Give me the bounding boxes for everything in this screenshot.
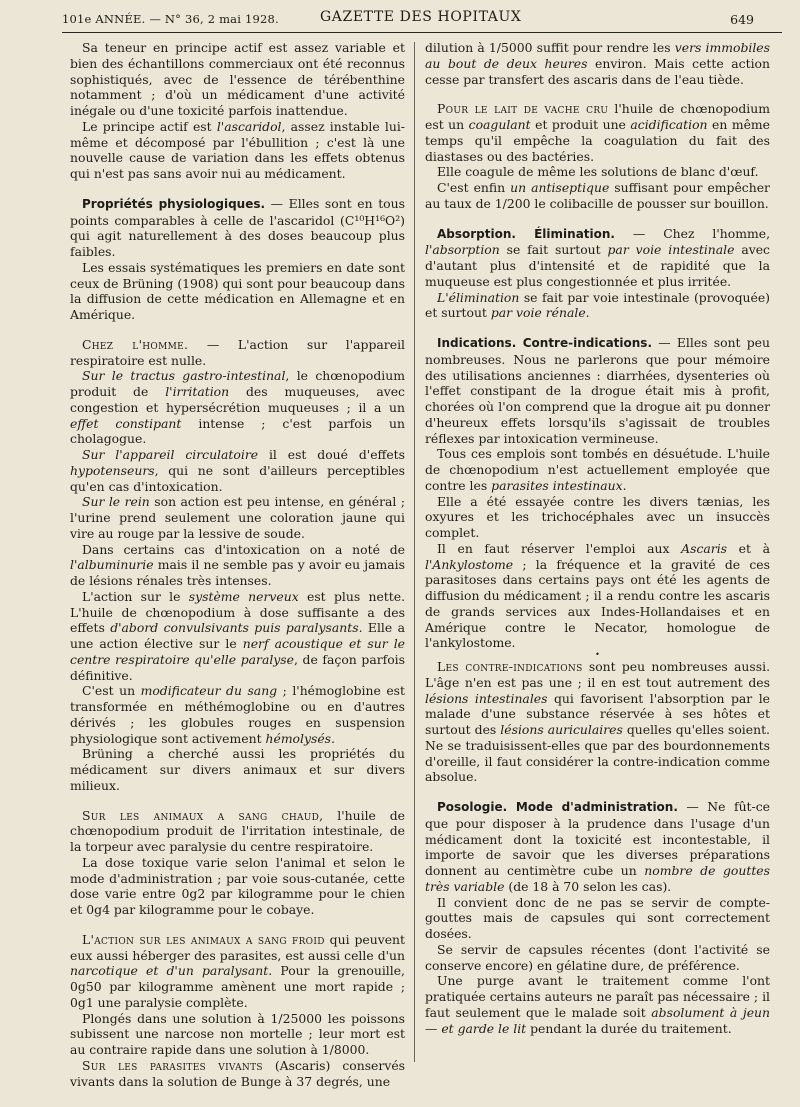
subheading: Chez l'homme.: [82, 336, 189, 352]
paragraph: Le principe actif est l'ascaridol, assez instable lui-même et décomposé par l'ébullition ; c'est là une nouvelle cause de variation dans les effets obtenus qui n'est pas sans avoir nui au médicament.: [70, 118, 405, 181]
paragraph: Elle coagule de même les solutions de blanc d'œuf.: [437, 164, 759, 180]
paragraph: Sa teneur en principe actif est assez variable et bien des échantillons commerciaux ont été reconnus sophistiqués, avec de l'essence de térébenthine notamment ; d'où un médicament d'une activité inégale ou d'une toxicité parfois inattendue.: [70, 40, 405, 118]
section-heading: Indications. Contre-indications.: [437, 336, 653, 350]
paragraph: Elle a été essayée contre les divers tænias, les oxyures et les trichocéphales avec un insuccès complet.: [425, 493, 770, 540]
section-indications: Indications. Contre-indications. — Elles sont peu nombreuses. Nous ne parlerons que pour mémoire des utilisations anciennes : diarrhées, dysenteries où l'effet constipant de la drogue était mis à profit, chorées où l'on comprend que la drogue ait pu donner d'heureux effets lorsqu'ils s'agissait de troubles réflexes par intoxication vermineuse.: [425, 335, 770, 446]
subheading: Les contre-indications: [437, 659, 583, 674]
paragraph: Se servir de capsules récentes (dont l'activité se conserve encore) en gélatine dure, de préférence.: [425, 941, 770, 973]
paragraph: L'action sur les animaux a sang froid qui peuvent eux aussi héberger des parasites, est aussi celle d'un narcotique et d'un paralysant. Pour la grenouille, 0g50 par kilogramme amènent une mort rapide ; 0g1 une paralysie complète.: [70, 931, 405, 1010]
paragraph: Sur le tractus gastro-intestinal, le chœnopodium produit de l'irritation des muqueuses, avec congestion et hypersécrétion muqueuses ; il a un effet constipant intense ; c'est parfois un cholagogue.: [70, 368, 406, 447]
paragraph: dilution à 1/5000 suffit pour rendre les vers immobiles au bout de deux heures environ. Mais cette action cesse par transfert des ascaris dans de l'eau tiède.: [425, 40, 770, 87]
paragraph: Il en faut réserver l'emploi aux Ascaris et à l'Ankylostome ; la fréquence et la gravité de ces parasitoses dans certains pays ont été les agents de diffusion du médicament ; il a rendu contre les ascaris de grands services aux Indes-Hollandaises et en Amérique contre le Necator, homologue de l'ankylostome.: [425, 540, 771, 651]
subheading: Sur les parasites vivants: [82, 1057, 263, 1073]
page-header: [62, 6, 782, 33]
section-posologie: Posologie. Mode d'administration. — Ne fût-ce que pour disposer à la prudence dans l'usage d'un médicament dont la toxicité est incontestable, il importe de savoir que les diverses préparations donnent au centimètre cube un nombre de gouttes très variable (de 18 à 70 selon les cas).: [425, 799, 770, 894]
subheading: L'action sur les animaux a sang froid: [82, 931, 325, 947]
paragraph: Brüning a cherché aussi les propriétés du médicament sur divers animaux et sur divers milieux.: [70, 746, 405, 793]
paragraph: Plongés dans une solution à 1/25000 les poissons subissent une narcose non mortelle ; leur mort est au contraire rapide dans une solution à 1/8000.: [70, 1010, 405, 1057]
paragraph: Les contre-indications sont peu nombreuses aussi. L'âge n'en est pas une ; il en est tout autrement des lésions intestinales qui favorisent l'absorption par le malade d'une substance réservée à ses hôtes et surtout des lésions auriculaires quelles qu'elles soient. Ne se traduisissent-elles que par des bourdonnements d'oreille, il faut considérer la contre-indication comme absolue.: [425, 659, 771, 785]
paragraph: Dans certains cas d'intoxication on a noté de l'albuminurie mais il ne semble pas y avoir eu jamais de lésions rénales très intenses.: [70, 541, 405, 588]
paragraph: Les essais systématiques les premiers en date sont ceux de Brüning (1908) qui sont pour beaucoup dans la diffusion de cette médication en Allemagne et en Amérique.: [70, 259, 405, 322]
paragraph: Sur les animaux a sang chaud, l'huile de chœnopodium produit de l'irritation intestinale, de la torpeur avec paralysie du centre respiratoire.: [70, 807, 405, 854]
paragraph: Chez l'homme. — L'action sur l'appareil respiratoire est nulle.: [70, 336, 405, 368]
paragraph: C'est un modificateur du sang ; l'hémoglobine est transformée en méthémoglobine ou en d'autres dérivés ; les globules rouges en suspension physiologique sont activement hémolysés.: [70, 683, 405, 746]
paragraph: C'est enfin un antiseptique suffisant pour empêcher au taux de 1/200 le colibacille de pousser sur bouillon.: [425, 180, 770, 211]
left-column: [70, 40, 405, 1089]
paragraph: L'action sur le système nerveux est plus nette. L'huile de chœnopodium à dose suffisante a des effets d'abord convulsivants puis paralysants. Elle a une action élective sur le nerf acoustique et sur le centre respiratoire qu'elle paralyse, de façon parfois définitive.: [70, 588, 406, 683]
section-heading: Propriétés physiologiques.: [82, 196, 266, 211]
paragraph: Tous ces emplois sont tombés en désuétude. L'huile de chœnopodium n'est actuellement employée que contre les parasites intestinaux.: [425, 446, 770, 493]
section-absorption: Absorption. Élimination. — Chez l'homme, l'absorption se fait surtout par voie intestinale avec d'autant plus d'intensité et de rapidité que la muqueuse est plus congestionnée et plus irritée.: [425, 225, 771, 289]
section-heading: Posologie. Mode d'administration.: [437, 800, 678, 814]
paragraph: La dose toxique varie selon l'animal et selon le mode d'administration ; par voie sous-cutanée, cette dose varie entre 0g2 par kilogramme pour le chien et 0g4 par kilogramme pour le cobaye.: [70, 854, 405, 917]
separator-bullet: •: [595, 650, 600, 659]
journal-title: GAZETTE DES HOPITAUX: [320, 9, 522, 25]
paragraph: Il convient donc de ne pas se servir de compte-gouttes mais de capsules qui sont correctement dosées.: [425, 894, 770, 941]
section-properties: Propriétés physiologiques. — Elles sont en tous points comparables à celle de l'ascaridol (C¹⁰H¹⁶O²) qui agit naturellement à des doses beaucoup plus faibles.: [70, 195, 405, 259]
paragraph: L'élimination se fait par voie intestinale (provoquée) et surtout par voie rénale.: [425, 289, 770, 321]
right-column: [425, 40, 770, 1036]
paragraph: Sur le rein son action est peu intense, en général ; l'urine prend seulement une coloration jaune qui vire au rouge par la lessive de soude.: [70, 494, 406, 541]
subheading: Sur les animaux a sang chaud,: [82, 807, 324, 823]
issue-info: 101e ANNÉE. — N° 36, 2 mai 1928.: [62, 12, 279, 26]
page-number: 649: [730, 12, 754, 27]
column-divider: [414, 42, 415, 1062]
paragraph: Une purge avant le traitement comme l'ont pratiquée certains auteurs ne paraît pas nécessaire ; il faut seulement que le malade soit absolument à jeun — et garde le lit pendant la durée du traitement.: [425, 973, 770, 1036]
subheading: Pour le lait de vache cru: [437, 101, 609, 117]
section-heading: Absorption. Élimination.: [437, 226, 615, 241]
paragraph: Sur les parasites vivants (Ascaris) conservés vivants dans la solution de Bunge à 37 degrés, une: [70, 1057, 406, 1089]
paragraph: Sur l'appareil circulatoire il est doué d'effets hypotenseurs, qui ne sont d'ailleurs perceptibles qu'en cas d'intoxication.: [70, 447, 405, 494]
paragraph: Pour le lait de vache cru l'huile de chœnopodium est un coagulant et produit une acidification en même temps qu'il empêche la coagulation du fait des diastases ou des bactéries.: [425, 101, 771, 164]
